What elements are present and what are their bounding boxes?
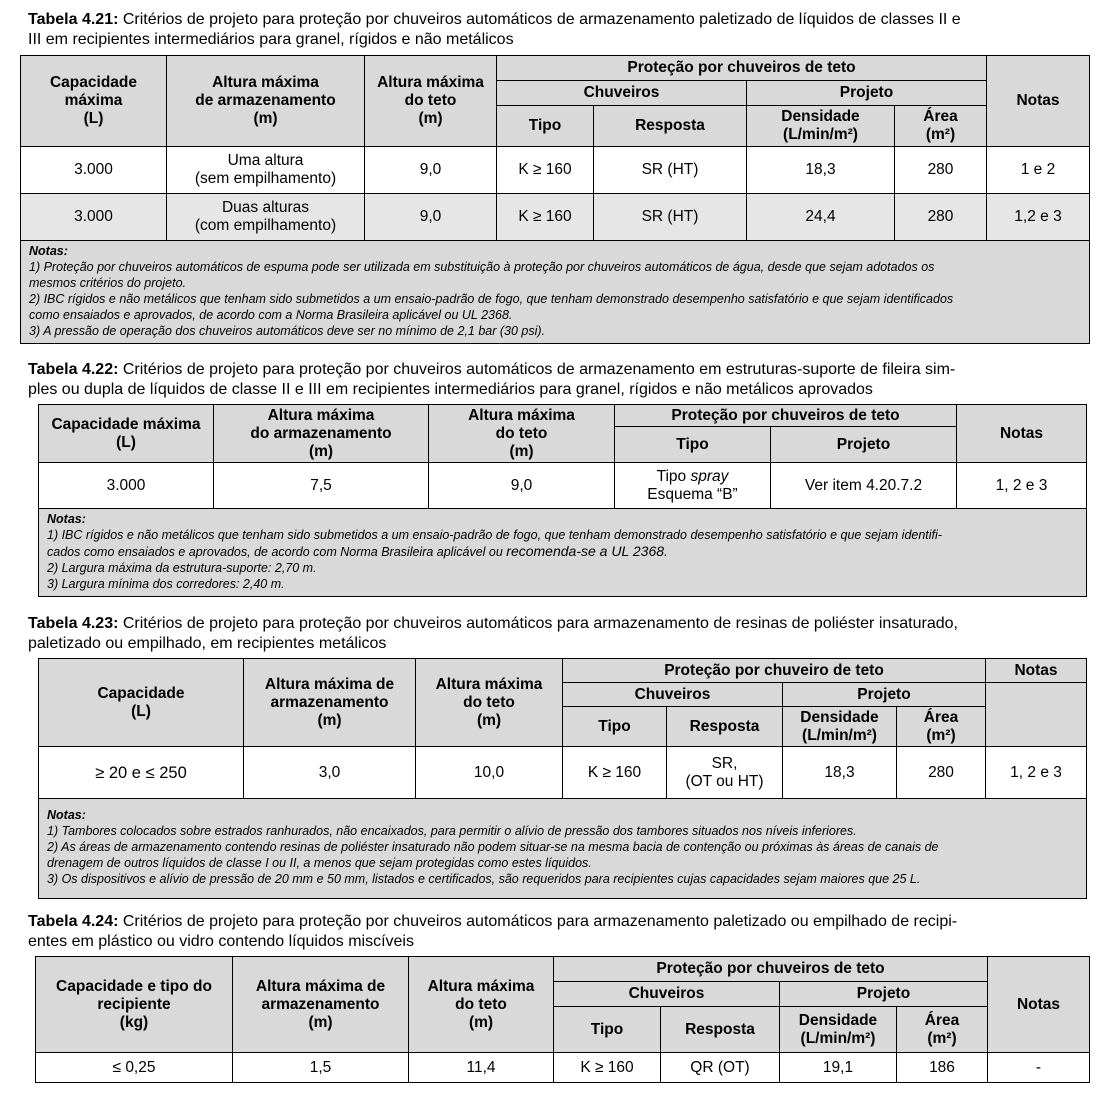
- table-4-23-notes: Notas: 1) Tambores colocados sobre estrados ranhurados, não encaixados, para permitir o alívio de pressão dos tambores situados nos níveis inferiores. 2) As áreas de armazenamento contendo resinas de poliéster insaturado não podem situar-se na mesma bacia de contenção ou próximas às áreas de canais de drenagem de outros líquidos de classe I ou II, a menos que sejam protegidas como estes líquidos. 3) Os dispositivos e alívio de pressão de 20 mm e 50 mm, listados e certificados, são requeridos para recipientes cujas capacidades sejam maiores que 25 L.: [39, 799, 1087, 899]
- table-4-22-title: Tabela 4.22: Critérios de projeto para proteção por chuveiros automáticos de armazenamento em estruturas-suporte de fileira sim- ples ou dupla de líquidos de classe II e III em recipientes intermediários para granel, rígidos e não metálicos aprovados: [28, 361, 956, 398]
- table-row: 3.000 7,5 9,0 Tipo spray Esquema “B” Ver item 4.20.7.2 1, 2 e 3: [39, 463, 1087, 509]
- table-4-22-notes: Notas: 1) IBC rígidos e não metálicos que tenham sido submetidos a um ensaio-padrão de fogo, que tenham demonstrado desempenho satisfatório e que sejam identifi- cados como ensaiados e aprovados, de acordo com Norma Brasileira aplicável ou recomenda-se a UL 2368. 2) Largura máxima da estrutura-suporte: 2,70 m. 3) Largura mínima dos corredores: 2,40 m.: [39, 509, 1087, 597]
- table-4-23-title: Tabela 4.23: Critérios de projeto para proteção por chuveiros automáticos para armazenamento de resinas de poliéster insaturado, paletizado ou empilhado, em recipientes metálicos: [28, 615, 958, 652]
- table-4-21-notes: Notas: 1) Proteção por chuveiros automáticos de espuma pode ser utilizada em substituição à proteção por chuveiros automáticos de água, desde que sejam adotados os mesmos critérios do projeto. 2) IBC rígidos e não metálicos que tenham sido submetidos a um ensaio-padrão de fogo, que tenham demonstrado desempenho satisfatório e que sejam identificados como ensaiados e aprovados, de acordo com a Norma Brasileira aplicável ou UL 2368. 3) A pressão de operação dos chuveiros automáticos deve ser no mínimo de 2,1 bar (30 psi).: [21, 241, 1090, 344]
- table-row: 3.000 Duas alturas (com empilhamento) 9,0 K ≥ 160 SR (HT) 24,4 280 1,2 e 3: [21, 194, 1090, 241]
- table-4-21: Capacidade máxima (L) Altura máxima de armazenamento (m) Altura máxima do teto (m) Proteção por chuveiros de teto Notas Chuveiros Projeto Tipo Resposta Densidade (L/min/m²) Área (m²) 3.000 Uma altura (sem empilhamento) 9,0 K ≥ 160 SR (HT) 18,3 280 1 e 2 3.000 Duas alturas (com empilhamento) 9,0 K ≥ 160 SR (HT) 24,4 280 1,2 e 3 Notas: 1) Proteção por chuveiros automáticos de espuma pode ser utilizada em substituição à proteção por chuveiros automáticos de água, desde que sejam adotados os mesmos critérios do projeto. 2) IBC rígidos e não metálicos que tenham sido submetidos a um ensaio-padrão de fogo, que tenham demonstrado desempenho satisfatório e que sejam identificados como ensaiados e aprovados, de acordo com a Norma Brasileira aplicável ou UL 2368. 3) A pressão de operação dos chuveiros automáticos deve ser no mínimo de 2,1 bar (30 psi).: [20, 55, 1090, 344]
- table-4-22: Capacidade máxima (L) Altura máxima do armazenamento (m) Altura máxima do teto (m) Proteção por chuveiros de teto Notas Tipo Projeto 3.000 7,5 9,0 Tipo spray Esquema “B” Ver item 4.20.7.2 1, 2 e 3 Notas: 1) IBC rígidos e não metálicos que tenham sido submetidos a um ensaio-padrão de fogo, que tenham demonstrado desempenho satisfatório e que sejam identifi- cados como ensaiados e aprovados, de acordo com Norma Brasileira aplicável ou recomenda-se a UL 2368. 2) Largura máxima da estrutura-suporte: 2,70 m. 3) Largura mínima dos corredores: 2,40 m.: [38, 404, 1087, 597]
- table-row: ≤ 0,25 1,5 11,4 K ≥ 160 QR (OT) 19,1 186 -: [36, 1053, 1090, 1083]
- table-row: ≥ 20 e ≤ 250 3,0 10,0 K ≥ 160 SR, (OT ou HT) 18,3 280 1, 2 e 3: [39, 747, 1087, 799]
- table-4-21-title: Tabela 4.21: Critérios de projeto para proteção por chuveiros automáticos de armazenamento paletizado de líquidos de classes II e III em recipientes intermediários para granel, rígidos e não metálicos: [28, 11, 961, 48]
- table-4-24-title: Tabela 4.24: Critérios de projeto para proteção por chuveiros automáticos para armazenamento paletizado ou empilhado de recipi- entes em plástico ou vidro contendo líquidos miscíveis: [28, 913, 958, 950]
- table-row: 3.000 Uma altura (sem empilhamento) 9,0 K ≥ 160 SR (HT) 18,3 280 1 e 2: [21, 147, 1090, 194]
- table-4-24: Capacidade e tipo do recipiente (kg) Altura máxima de armazenamento (m) Altura máxima do teto (m) Proteção por chuveiros de teto Notas Chuveiros Projeto Tipo Resposta Densidade (L/min/m²) Área (m²) ≤ 0,25 1,5 11,4 K ≥ 160 QR (OT) 19,1 186 -: [35, 956, 1090, 1083]
- table-4-23: Capacidade (L) Altura máxima de armazenamento (m) Altura máxima do teto (m) Proteção por chuveiro de teto Notas Chuveiros Projeto Tipo Resposta Densidade (L/min/m²) Área (m²) ≥ 20 e ≤ 250 3,0 10,0 K ≥ 160 SR, (OT ou HT) 18,3 280 1, 2 e 3 Notas: 1) Tambores colocados sobre estrados ranhurados, não encaixados, para permitir o alívio de pressão dos tambores situados nos níveis inferiores. 2) As áreas de armazenamento contendo resinas de poliéster insaturado não podem situar-se na mesma bacia de contenção ou próximas às áreas de canais de drenagem de outros líquidos de classe I ou II, a menos que sejam protegidas como estes líquidos. 3) Os dispositivos e alívio de pressão de 20 mm e 50 mm, listados e certificados, são requeridos para recipientes cujas capacidades sejam maiores que 25 L.: [38, 658, 1087, 899]
